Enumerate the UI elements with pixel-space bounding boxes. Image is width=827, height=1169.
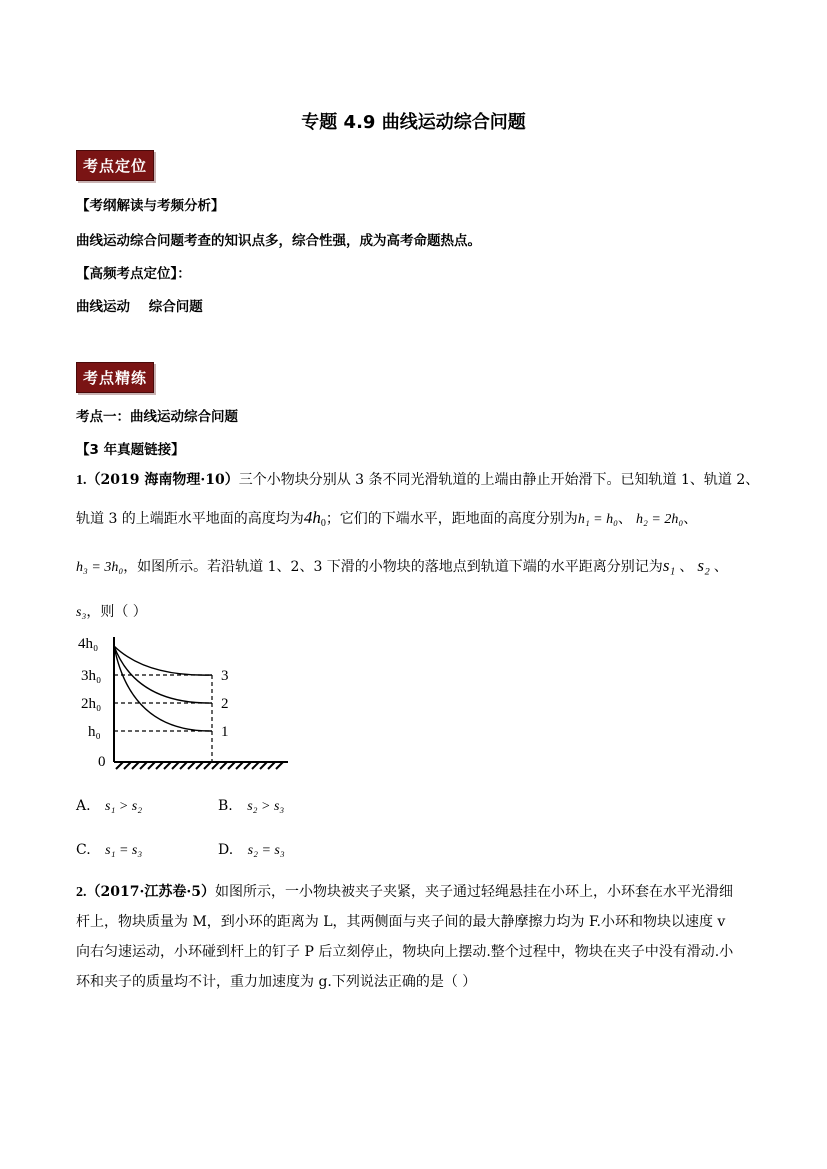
tracks-figure bbox=[76, 632, 296, 777]
y-label-h0: h₀ bbox=[88, 724, 101, 740]
q2-source: （2017·江苏卷·5） bbox=[86, 884, 215, 900]
ground-hatch bbox=[116, 762, 283, 769]
y-label-3h0: 3h₀ bbox=[81, 668, 102, 684]
q1-source: （2019 海南物理·10） bbox=[86, 472, 239, 488]
q1-h-total: $4h_0$ bbox=[303, 508, 326, 529]
option-b-text: s₂ > s₃ bbox=[247, 799, 285, 814]
q1-text-1: 三个小物块分别从 3 条不同光滑轨道的上端由静止开始滑下。已知轨道 1、轨道 2、 bbox=[238, 472, 760, 488]
syllabus-text: 曲线运动综合问题考查的知识点多，综合性强，成为高考命题热点。 bbox=[76, 233, 481, 249]
frequency-heading: 【高频考点定位】： bbox=[76, 266, 191, 282]
q1-line-2: 轨道 3 的上端距水平地面的高度均为$4h_0$；它们的下端水平，距地面的高度分别为h₁ = h₀、 h₂ = 2h₀、 bbox=[76, 508, 698, 529]
option-b-label: B. bbox=[218, 798, 233, 814]
section-badge-kaodian-dingwei: 考点定位 bbox=[76, 150, 154, 181]
q1-option-b[interactable] bbox=[218, 798, 284, 815]
q2-line-2: 杆上，物块质量为 M，到小环的距离为 L，其两侧面与夹子间的最大静摩擦力均为 F.小环和物块以速度 v bbox=[76, 914, 726, 930]
q1-option-d[interactable] bbox=[218, 842, 285, 859]
y-label-0: 0 bbox=[98, 754, 106, 770]
q2-line-3: 向右匀速运动，小环碰到杆上的钉子 P 后立刻停止，物块向上摆动.整个过程中，物块在夹子中没有滑动.小 bbox=[76, 944, 734, 960]
y-label-4h0: 4h₀ bbox=[78, 636, 99, 652]
page-title: 专题 4.9 曲线运动综合问题 bbox=[301, 112, 526, 133]
q1-s3: s₃ bbox=[76, 605, 87, 620]
q1-s2: s₂ bbox=[697, 556, 710, 575]
q1-text-4: ，则（ ） bbox=[86, 604, 147, 620]
q2-line-4: 环和夹子的质量均不计，重力加速度为 g.下列说法正确的是（ ） bbox=[76, 974, 477, 990]
q1-option-a[interactable] bbox=[76, 798, 142, 815]
track-label-2: 2 bbox=[221, 696, 229, 712]
option-d-label: D. bbox=[218, 842, 234, 858]
option-c-label: C. bbox=[76, 842, 91, 858]
links-heading: 【3 年真题链接】 bbox=[76, 442, 185, 458]
option-c-text: s₁ = s₃ bbox=[105, 843, 143, 858]
option-d-text: s₂ = s₃ bbox=[247, 843, 285, 858]
y-label-2h0: 2h₀ bbox=[81, 696, 102, 712]
q1-h3-eq: h₃ = 3h₀ bbox=[76, 560, 124, 575]
q1-s1: s₁ bbox=[662, 556, 676, 575]
point-heading: 考点一：曲线运动综合问题 bbox=[76, 409, 238, 425]
q1-text-3a: ，如图所示。若沿轨道 1、2、3 下滑的小物块的落地点到轨道下端的水平距离分别记为 bbox=[123, 559, 663, 575]
track-label-3: 3 bbox=[221, 668, 229, 684]
syllabus-heading: 【考纲解读与考频分析】 bbox=[76, 198, 225, 214]
q1-text-2a: 轨道 3 的上端距水平地面的高度均为 bbox=[76, 511, 304, 527]
q2-line-1 bbox=[76, 882, 766, 903]
q1-line-4 bbox=[76, 602, 147, 623]
q1-text-2b: ；它们的下端水平，距地面的高度分别为 bbox=[325, 511, 578, 527]
q1-line-1 bbox=[76, 470, 760, 491]
option-a-text: s₁ > s₂ bbox=[105, 799, 143, 814]
q1-number: 1. bbox=[76, 473, 87, 488]
q2-text-1: 如图所示，一小物块被夹子夹紧，夹子通过轻绳悬挂在小环上，小环套在水平光滑细 bbox=[214, 884, 733, 900]
q2-number: 2. bbox=[76, 885, 87, 900]
q1-option-c[interactable] bbox=[76, 842, 142, 859]
track-label-1: 1 bbox=[221, 724, 229, 740]
section-badge-kaodian-jinglian: 考点精练 bbox=[76, 362, 154, 393]
q1-h2-eq: h₂ = 2h₀ bbox=[636, 512, 684, 527]
option-a-label: A. bbox=[76, 798, 91, 814]
frequency-text: 曲线运动 综合问题 bbox=[76, 299, 203, 315]
q1-line-3: h₃ = 3h₀，如图所示。若沿轨道 1、2、3 下滑的小物块的落地点到轨道下端的水平距离分别记为s₁ 、 s₂ 、 bbox=[76, 556, 728, 575]
q1-h1-eq: h₁ = h₀ bbox=[577, 512, 618, 527]
track-1 bbox=[114, 646, 212, 731]
